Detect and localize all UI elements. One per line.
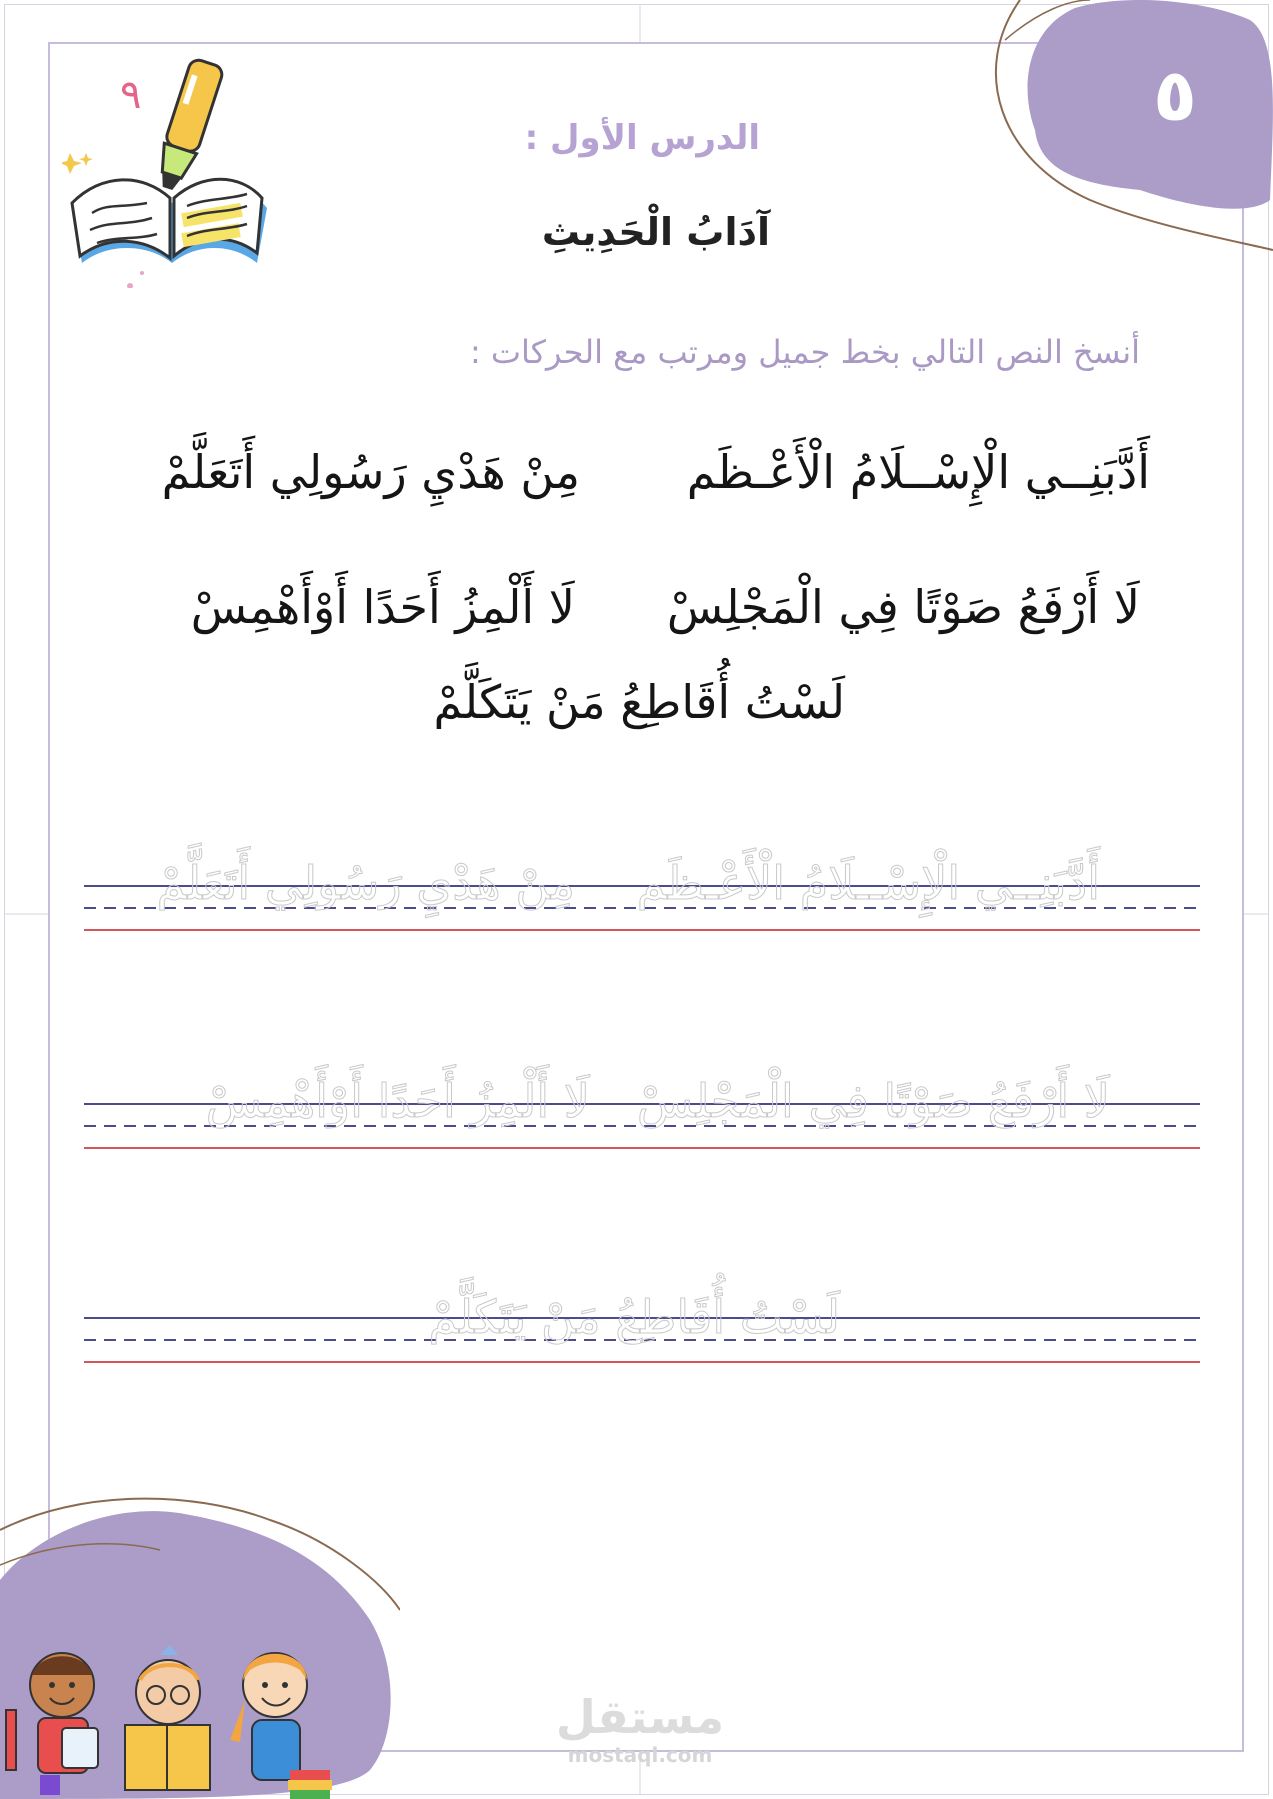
child-girl-icon	[230, 1653, 332, 1799]
trace-line2-right: لَا أَرْفَعُ صَوْتًا فِي الْمَجْلِسْ	[636, 1074, 1110, 1128]
watermark-url: mostaql.com	[567, 1743, 713, 1767]
page-number: ٥	[1153, 53, 1197, 137]
lesson-label: الدرس الأول :	[524, 118, 760, 158]
trace-line1-left: مِنْ هَدْيِ رَسُولِي أَتَعَلَّمْ	[156, 856, 575, 910]
poem-row3-center: لَسْتُ أُقَاطِعُ مَنْ يَتَكَلَّمْ	[433, 675, 845, 729]
poem-row1-right: أَدَّبَنِــي الْإِسْــلَامُ الْأَعْـظَم	[686, 445, 1150, 499]
trace-line3-center: لَسْتُ أُقَاطِعُ مَنْ يَتَكَلَّمْ	[428, 1290, 840, 1344]
children-illustration	[0, 1640, 340, 1799]
watermark	[555, 1690, 725, 1766]
trace-line1-right: أَدَّبَنِــي الْإِسْــلَامُ الْأَعْـظَم	[636, 856, 1100, 910]
poem-row2-right: لَا أَرْفَعُ صَوْتًا فِي الْمَجْلِسْ	[666, 580, 1140, 634]
instruction-text: أنسخ النص التالي بخط جميل ومرتب مع الحركات :	[469, 333, 1140, 371]
poem-row1-left: مِنْ هَدْيِ رَسُولِي أَتَعَلَّمْ	[161, 445, 580, 499]
watermark-logo: مستقل	[555, 1690, 725, 1744]
child-boy-icon	[6, 1653, 98, 1795]
poem-row2-left: لَا أَلْمِزُ أَحَدًا أَوْأَهْمِسْ	[190, 580, 575, 634]
trace-line2-left: لَا أَلْمِزُ أَحَدًا أَوْأَهْمِسْ	[205, 1074, 590, 1128]
lesson-title: آدَابُ الْحَدِيثِ	[541, 210, 770, 254]
svg-text:٩: ٩	[120, 72, 142, 118]
child-reading-icon	[125, 1645, 210, 1790]
